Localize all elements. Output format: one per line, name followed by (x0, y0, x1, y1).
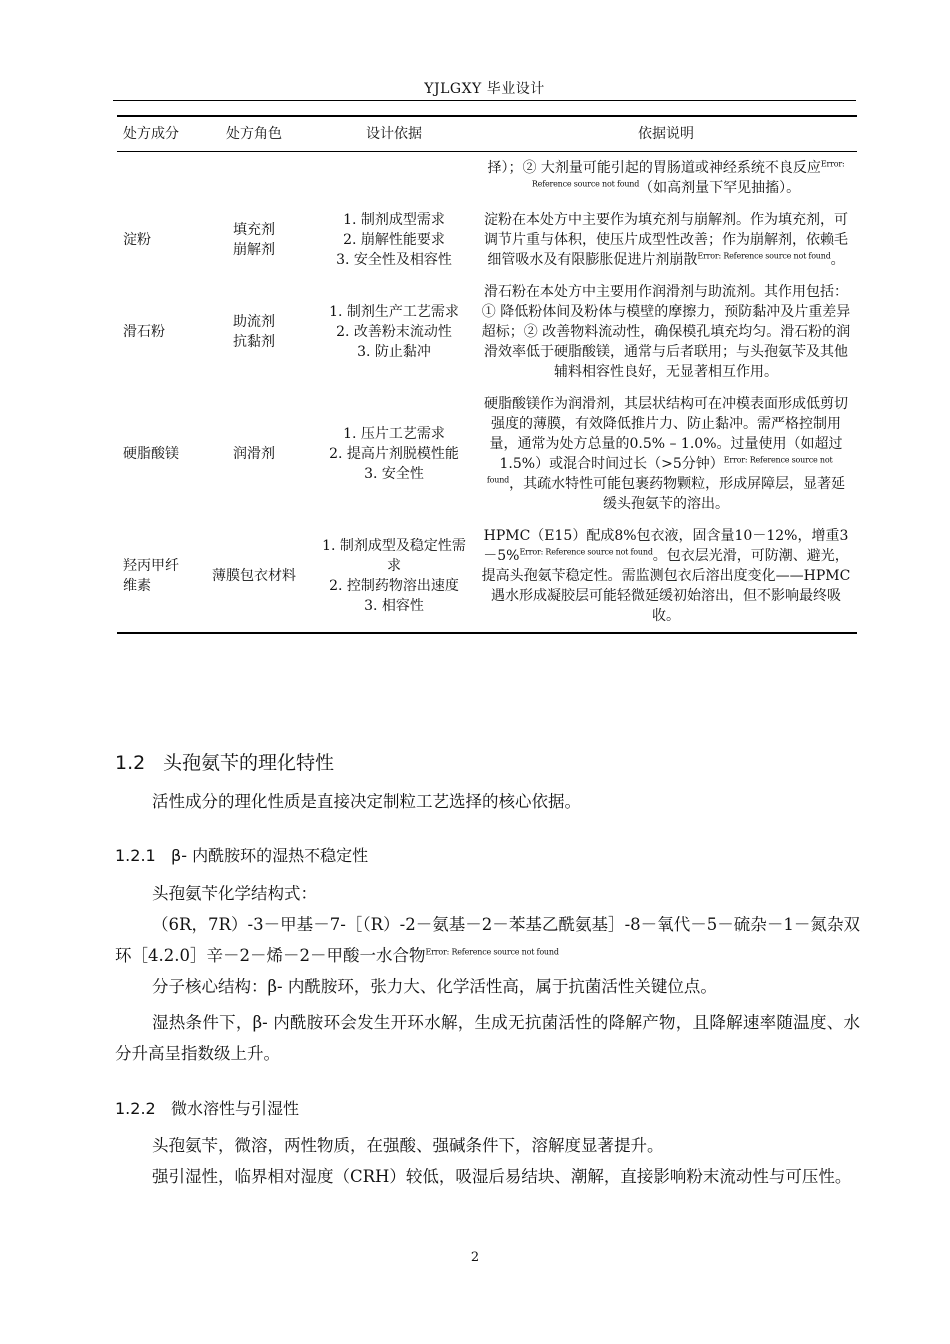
column-header-ingredient: 处方成分 (117, 116, 195, 152)
paragraph: 强引湿性，临界相对湿度（CRH）较低，吸湿后易结块、潮解，直接影响粉末流动性与可压性。 (152, 1167, 852, 1186)
ingredient-role: 薄膜包衣材料 (195, 520, 313, 633)
paragraph: 分子核心结构：β- 内酰胺环，张力大、化学活性高，属于抗菌活性关键位点。 (152, 977, 717, 996)
paragraph: 头孢氨苄，微溶，两性物质，在强酸、强碱条件下，溶解度显著提升。 (152, 1136, 664, 1155)
table-header-row (117, 116, 857, 152)
paragraph: 头孢氨苄化学结构式： (152, 884, 317, 903)
basis-explanation: HPMC（E15）配成8%包衣液，固含量10－12%，增重3－5%$^{Error: Reference source not found}$。包衣层光滑，可防潮、避光，提高头孢氨苄稳定性。需监测包衣后溶出度变化——HPMC遇水形成凝胶层可能轻微延缓初始溶出，但不影响最终吸收。 (475, 520, 857, 633)
column-header-basis: 设计依据 (313, 116, 475, 152)
continued-explanation-cell: 择）；② 大剂量可能引起的胃肠道或神经系统不良反应$^{Error: Reference source not found}$（如高剂量下罕见抽搐）。 (487, 159, 845, 196)
reference-error-marker: Error: Reference source not found (531, 159, 845, 189)
design-basis: 1. 制剂生产工艺需求 2. 改善粉末流动性 3. 防止黏冲 (329, 304, 459, 360)
page-header: YJLGXY 毕业设计 (424, 81, 545, 97)
ingredient-name: 羟丙甲纤维素 (117, 520, 195, 633)
design-basis: 1. 制剂成型需求 2. 崩解性能要求 3. 安全性及相容性 (336, 212, 452, 268)
reference-error-marker: Error: Reference source not found (519, 547, 653, 557)
basis-explanation: 硬脂酸镁作为润滑剂，其层状结构可在冲模表面形成低剪切强度的薄膜，有效降低推片力、防止黏冲。需严格控制用量，通常为处方总量的0.5% – 1.0%。过量使用（如超过1.5%）或混合时间过长（>5分钟）$^{Error: Reference source not found}$，其疏水特性可能包裹药物颗粒，形成屏障层，显著延缓头孢氨苄的溶出。 (484, 396, 848, 512)
page-number: 2 (470, 1250, 480, 1265)
ingredient-name: 硬脂酸镁 (123, 446, 179, 462)
table-row-continued (117, 152, 857, 205)
basis-explanation: 滑石粉在本处方中主要用作润滑剂与助流剂。其作用包括：① 降低粉体间及粉体与模壁的摩擦力，预防黏冲及片重差异超标；② 改善物料流动性，确保模孔填充均匀。滑石粉的润滑效率低于硬脂酸镁，通常与后者联用；与头孢氨苄及其他辅料相容性良好，无显著相互作用。 (481, 284, 851, 380)
design-basis: 1. 压片工艺需求 2. 提高片剂脱模性能 3. 安全性 (329, 426, 459, 482)
ingredient-role: 助流剂 抗黏剂 (233, 314, 275, 350)
table-row (117, 520, 857, 633)
column-header-role: 处方角色 (195, 116, 313, 152)
table-row (117, 388, 857, 520)
section-number: 1.2.1 (115, 846, 156, 865)
section-title: 微水溶性与引湿性 (171, 1099, 300, 1118)
chemical-name-paragraph: （6R，7R）-3－甲基－7-［（R）-2－氨基－2－苯基乙酰氨基］-8－氧代－5－硫杂－1－氮杂双环［4.2.0］辛－2－烯－2－甲酸一水合物$^{Error: Reference source not found}$ (115, 915, 860, 965)
table-row (117, 276, 857, 388)
section-title: 头孢氨苄的理化特性 (163, 752, 335, 774)
section-number: 1.2 (115, 752, 146, 774)
paragraph: 湿热条件下，β- 内酰胺环会发生开环水解，生成无抗菌活性的降解产物，且降解速率随温度、水分升高呈指数级上升。 (115, 1013, 860, 1063)
ingredient-name: 滑石粉 (123, 324, 165, 340)
ingredient-role: 润滑剂 (233, 446, 275, 462)
section-heading-1-2 (115, 748, 334, 775)
section-title: β- 内酰胺环的湿热不稳定性 (171, 846, 369, 865)
basis-explanation: 淀粉在本处方中主要作为填充剂与崩解剂。作为填充剂，可调节片重与体积，使压片成型性改善；作为崩解剂，依赖毛细管吸水及有限膨胀促进片剂崩散$^{Error: Reference source not found}$。 (484, 212, 848, 268)
reference-error-marker: Error: Reference source not found (697, 251, 831, 261)
section-heading-1-2-2 (115, 1096, 299, 1119)
table-row (117, 204, 857, 276)
ingredient-name: 淀粉 (123, 232, 151, 248)
section-heading-1-2-1 (115, 843, 368, 866)
reference-error-marker: Error: Reference source not found (425, 947, 559, 957)
column-header-explanation: 依据说明 (475, 116, 857, 152)
ingredient-role: 填充剂 崩解剂 (233, 222, 275, 258)
section-intro-paragraph: 活性成分的理化性质是直接决定制粒工艺选择的核心依据。 (152, 792, 581, 811)
formulation-table (117, 115, 857, 634)
reference-error-marker: Error: Reference source not found (486, 455, 833, 485)
header-rule (113, 100, 856, 101)
section-number: 1.2.2 (115, 1099, 156, 1118)
design-basis: 1. 制剂成型及稳定性需求 2. 控制药物溶出速度 3. 相容性 (313, 520, 475, 633)
